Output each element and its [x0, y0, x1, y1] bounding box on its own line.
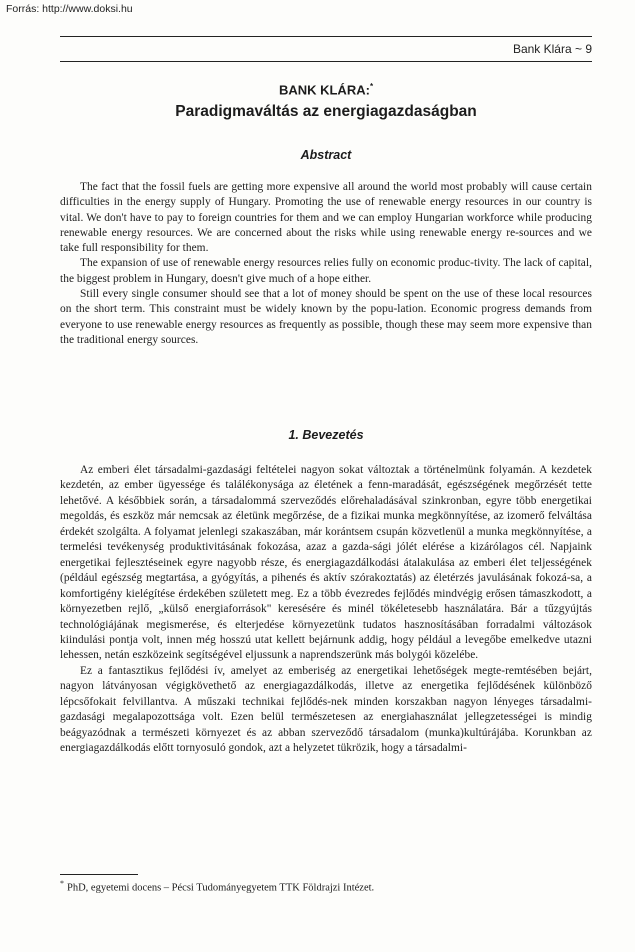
body-paragraph: Ez a fantasztikus fejlődési ív, amelyet az emberiség az energetikai lehetőségek megte-remtésében bejárt, nagyon látványosan végigkövethető az energiagazdálkodás, illetve az energetika fejlődésének különböző lépcsőfokait felvillantva. A műszaki technikai fejlődés-nek minden korszakban nagyon lényeges társadalmi-gazdasági megalapozottsága volt. Ezen belül természetesen az energiahasználat jellegzetességei is mindig beágyazódnak a természeti környezet és az abban szerveződő társadalom (munka)kultúrájába. Korunkban az energiagazdálkodás előtt tornyosuló gondok, azt a helyzetet tükrözik, hogy a társadalmi- — [60, 664, 592, 755]
footnote-mark: * — [60, 879, 64, 888]
author-name: BANK KLÁRA: — [278, 82, 370, 98]
section-heading: 1. Bevezetés — [288, 428, 364, 442]
footnote-rule — [60, 874, 138, 875]
top-rule — [60, 36, 592, 37]
abstract-paragraph: The expansion of use of renewable energy resources relies fully on economic produc-tivity. The lack of capital, the biggest problem in Hungary, doesn't give much of a hope either. — [60, 257, 592, 285]
footnote-text: PhD, egyetemi docens – Pécsi Tudományegyetem TTK Földrajzi Intézet. — [67, 882, 375, 894]
running-head: Bank Klára ~ 9 — [512, 42, 592, 56]
abstract-body — [60, 180, 592, 348]
author-footnote-mark: * — [369, 82, 374, 91]
abstract-paragraph: Still every single consumer should see that a lot of money should be spent on the use of these local resources on the short term. This constraint must be widely known by the popu-lation. Economic progress demands from everyone to use renewable energy resources as frequently as possible, though these may seem more expensive than the traditional energy sources. — [60, 288, 592, 346]
abstract-heading: Abstract — [300, 148, 352, 162]
body-paragraph: Az emberi élet társadalmi-gazdasági feltételei nagyon sokat változtak a történelmünk folyamán. A kezdetek kezdetén, az ember ügyessége és találékonysága az életének a fenn-maradását, egészségének megőrzését tette lehetővé. A későbbiek során, a társadalommá szerveződés előrehaladásával szinkronban, egyre több energetikai megoldás, és eszköz már nemcsak az életünk megőrzése, de a fizikai munka megkönnyítése, az izomerő felváltása érdekét szolgálta. A folyamat jelenlegi szakaszában, már korántsem csupán közvetlenül a munka megkönnyítése, a termelési tevékenység produktivitásának fokozása, azaz a gazda-sági jólét elérése a kizárólagos cél. Napjaink energetikai fejlesztéseinek egyre nagyobb része, és energiagazdálkodási átalakulása az emberi élet teljességének (például egészség megtartása, a gyógyítás, a pihenés és aktív szórakoztatás) az életérzés javulásának fokozá-sa, a komfortigény kielégítése érdekében született meg. Ez a több évezredes fejlődés mindvégig erősen támaszkodott, a környezetben rejlő, „külső energiaforrások" keresésére és minél tökéletesebb használatára. Bár a tűzgyújtás technológiájának megismerése, és elterjedése környezetünk tudatos hasznosításában forradalmi változások kiindulási pontja volt, innen még hosszú utat kellett bejárnunk addig, hogy például a levegőbe emelkedve utazni lehessen, netán eszközeink segítségével eljussunk a naprendszerünk más bolygói közelébe. — [60, 464, 592, 662]
author-line — [60, 82, 592, 97]
section-body — [60, 463, 592, 757]
source-url: Forrás: http://www.doksi.hu — [6, 3, 133, 15]
paper-title: Paradigmaváltás az energiagazdaságban — [175, 103, 477, 120]
footnote — [60, 879, 592, 894]
header-rule — [60, 61, 592, 62]
abstract-paragraph: The fact that the fossil fuels are getting more expensive all around the world most probably will cause certain difficulties in the energy supply of Hungary. Promoting the use of renewable energy resources in our country is vital. We don't have to pay to foreign countries for them and we can employ Hungarian workforce while producing renewable energy resources. We are concerned about the risks while using renewable energy re-sources and we take full responsibility for them. — [60, 181, 592, 255]
